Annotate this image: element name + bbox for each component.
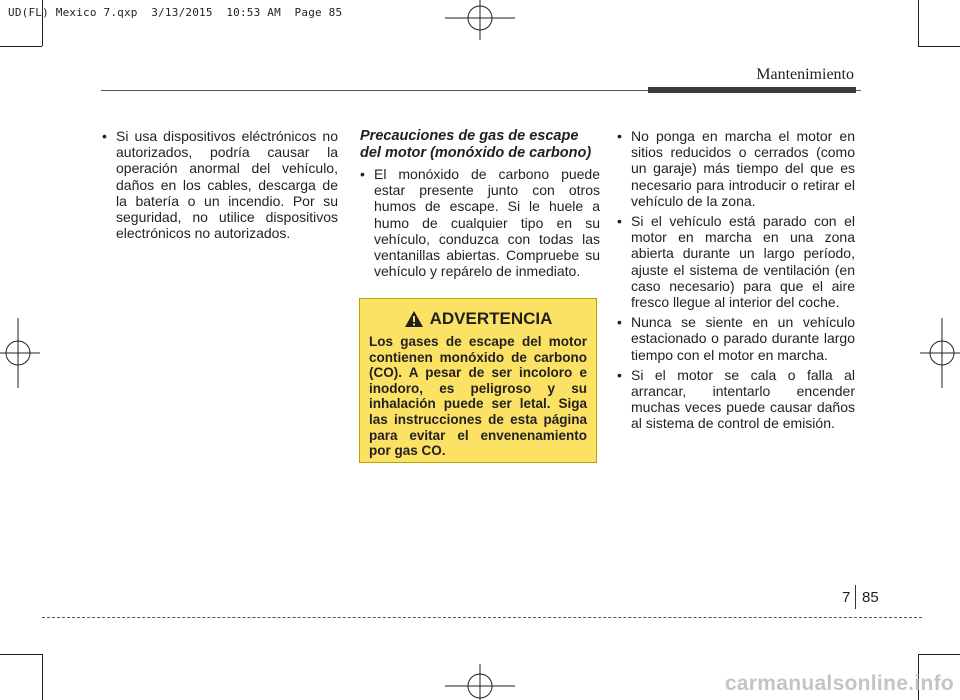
registration-mark [0, 318, 40, 388]
watermark: carmanualsonline.info [724, 672, 954, 695]
print-header: UD(FL) Mexico 7.qxp 3/13/2015 10:53 AM Page 85 [8, 6, 343, 19]
bullet-list [617, 128, 855, 432]
page-number-divider [855, 585, 856, 609]
crop-mark [0, 654, 42, 655]
registration-mark [445, 664, 515, 700]
crop-mark [918, 46, 960, 47]
header-rule-accent [648, 87, 856, 93]
chapter-number: 7 [842, 589, 851, 606]
crop-mark [0, 46, 42, 47]
section-title: Mantenimiento [756, 66, 854, 83]
bullet-list [360, 166, 600, 279]
column-right [617, 128, 855, 436]
warning-text: Los gases de escape del motor contienen monóxido de carbono (CO). A pesar de ser incoloro e inodoro, es peligroso y su inhalación puede ser letal. Siga las instrucciones de esta página para evitar el envenenamiento por gas CO. [369, 334, 587, 459]
list-item: • Nunca se siente en un vehículo estacionado o parado durante largo tiempo con el motor en marcha. [617, 314, 855, 363]
footer-rule [42, 617, 922, 618]
column-middle [360, 128, 600, 283]
subheading: Precauciones de gas de escape del motor (monóxido de carbono) [360, 128, 592, 161]
bullet-list [102, 128, 338, 241]
list-item: • Si el motor se cala o falla al arrancar, intentarlo encender muchas veces puede causar daños al sistema de control de emisión. [617, 367, 855, 432]
warning-triangle-icon [404, 310, 424, 328]
list-item: • Si el vehículo está parado con el motor en marcha en una zona abierta durante un largo período, ajuste el sistema de ventilación (en caso necesario) para que el aire fresco llegue al interior del coche. [617, 213, 855, 310]
crop-mark [42, 654, 43, 700]
warning-box [359, 298, 597, 463]
list-item: • El monóxido de carbono puede estar presente junto con otros humos de escape. Si le huele a humo de cualquier tipo en su vehículo, conduzca con todas las ventanillas abiertas. Compruebe su vehículo y repárelo de inmediato. [360, 166, 600, 279]
column-left [102, 128, 338, 245]
list-item: • Si usa dispositivos eléctrónicos no autorizados, podría causar la operación anormal del vehículo, daños en los cables, descarga de la batería o un incendio. Por su seguridad, no utilice dispositivos electrónicos no autorizados. [102, 128, 338, 241]
registration-mark [445, 0, 515, 40]
crop-mark [918, 0, 919, 46]
crop-mark [918, 654, 960, 655]
warning-title: ADVERTENCIA [429, 309, 553, 328]
registration-mark [920, 318, 960, 388]
list-item: • No ponga en marcha el motor en sitios reducidos o cerrados (como un garaje) más tiempo del que es necesario para introducir o retirar el vehículo de la zona. [617, 128, 855, 209]
page-number: 85 [862, 589, 879, 606]
warning-heading [369, 309, 587, 329]
